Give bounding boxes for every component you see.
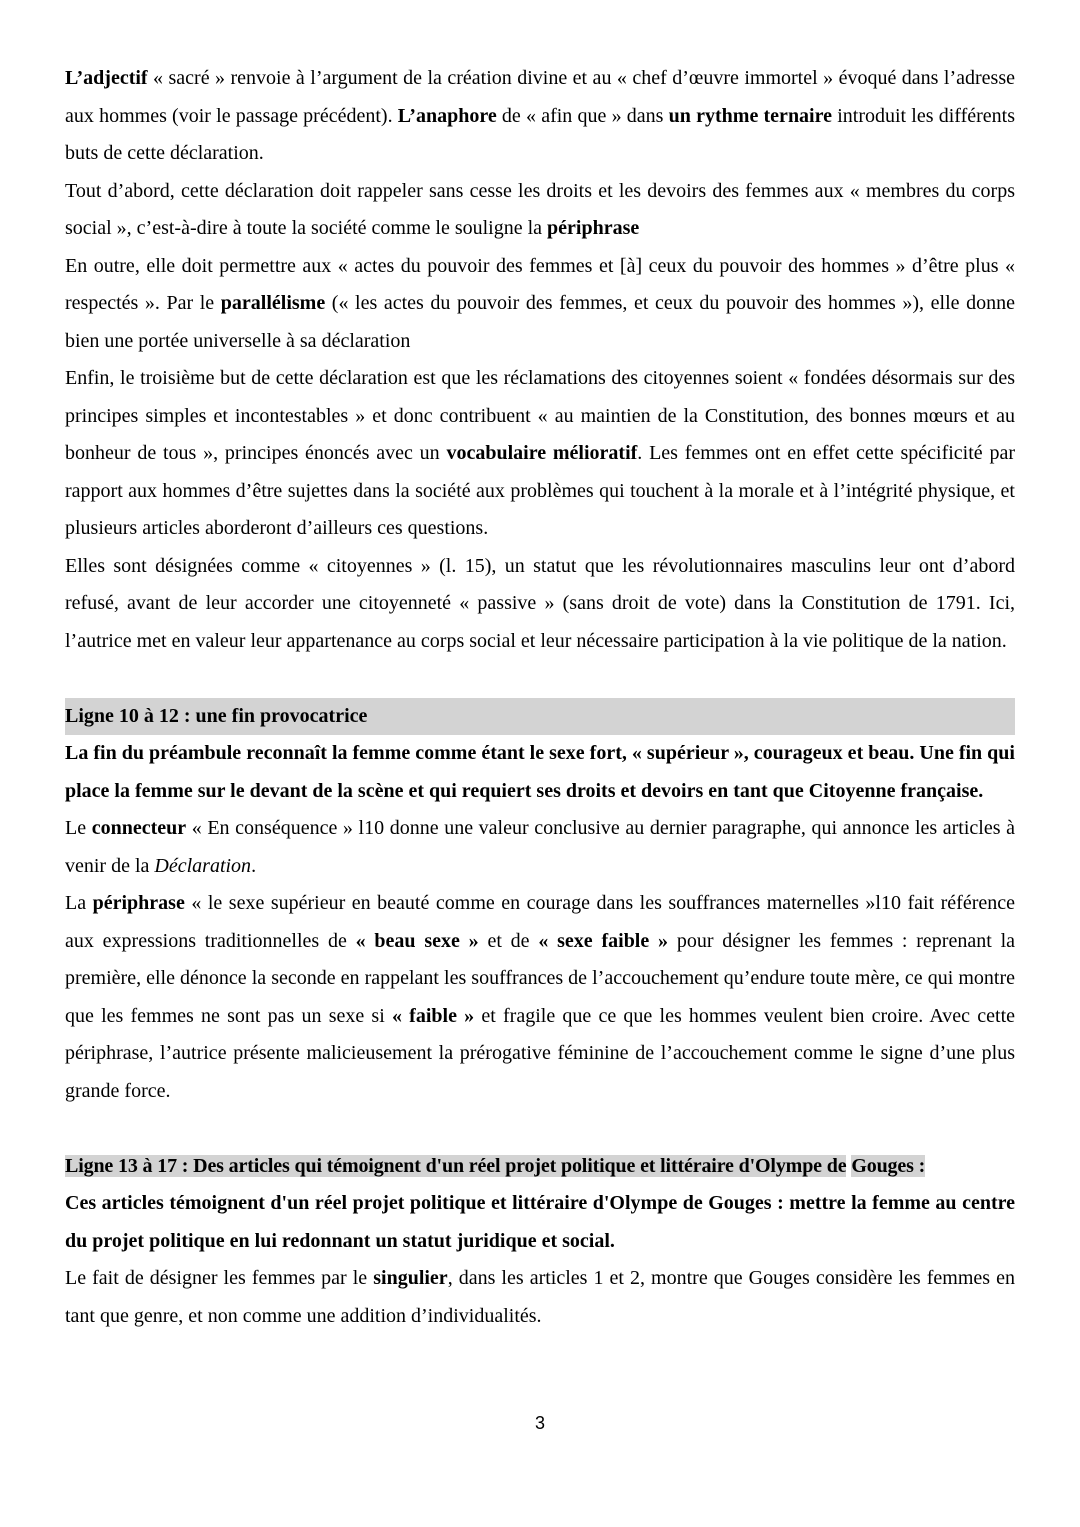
paragraph: Tout d’abord, cette déclaration doit rappeler sans cesse les droits et les devoirs des femmes aux « membres du corps social », c’est-à-dire à toute la société comme le souligne la périphrase	[65, 179, 1015, 239]
italic-title: Déclaration	[154, 854, 252, 877]
emphasis-text: L’adjectif	[65, 67, 148, 89]
paragraph: La périphrase « le sexe supérieur en beauté comme en courage dans les souffrances maternelles »l10 fait référence aux expressions traditionnelles de « beau sexe » et de « sexe faible » pour désigner les femmes : reprenant la première, elle dénonce la seconde en rappelant les souffrances de l’accouchement qu’endure toute mère, ce qui montre que les femmes ne sont pas un sexe si « faible » et fragile que ce que les hommes veulent bien croire. Avec cette périphrase, l’autrice présente malicieusement la prérogative féminine de l’accouchement comme le signe d’une plus grande force.	[65, 892, 1015, 1102]
section-heading-main: Ligne 13 à 17 : Des articles qui témoignent d'un réel projet politique et littéraire d'Olympe de	[65, 1154, 847, 1177]
paragraph: Elles sont désignées comme « citoyennes » (l. 15), un statut que les révolutionnaires masculins leur ont d’abord refusé, avant de leur accorder une citoyenneté « passive » (sans droit de vote) dans la Constitution de 1791. Ici, l’autrice met en valeur leur appartenance au corps social et leur nécessaire participation à la vie politique de la nation.	[65, 554, 1015, 652]
emphasis-text: « faible »	[391, 1004, 475, 1027]
emphasis-text: « beau sexe »	[355, 929, 479, 952]
paragraph: Le connecteur « En conséquence » l10 donne une valeur conclusive au dernier paragraphe, qui annonce les articles à venir de la Déclaration.	[65, 817, 1015, 877]
section-lead: La fin du préambule reconnaît la femme comme étant le sexe fort, « supérieur », courageux et beau. Une fin qui place la femme sur le devant de la scène et qui requiert ses droits et devoirs en tant que Citoyenne française.	[65, 742, 1015, 802]
section-heading: Ligne 10 à 12 : une fin provocatrice	[65, 698, 1015, 736]
document-body	[65, 60, 1015, 1335]
emphasis-text: un rythme ternaire	[668, 104, 833, 127]
emphasis-text: parallélisme	[220, 292, 326, 314]
paragraph: L’adjectif « sacré » renvoie à l’argument de la création divine et au « chef d’œuvre immortel » évoqué dans l’adresse aux hommes (voir le passage précédent). L’anaphore de « afin que » dans un rythme ternaire introduit les différents buts de cette déclaration.	[65, 67, 1016, 164]
section-heading	[65, 1148, 1015, 1186]
paragraph: En outre, elle doit permettre aux « actes du pouvoir des femmes et [à] ceux du pouvoir des hommes » d’être plus « respectés ». Par le parallélisme (« les actes du pouvoir des femmes, et ceux du pouvoir des hommes »), elle donne bien une portée universelle à sa déclaration	[65, 254, 1015, 352]
emphasis-text: vocabulaire mélioratif	[446, 442, 638, 464]
emphasis-text: L’anaphore	[397, 104, 497, 127]
emphasis-text: « sexe faible »	[538, 929, 669, 952]
emphasis-text: périphrase	[547, 217, 640, 239]
emphasis-text: connecteur	[91, 817, 187, 839]
page-number: 3	[534, 1413, 545, 1433]
section-heading-end: Gouges :	[851, 1154, 926, 1177]
emphasis-text: périphrase	[92, 892, 185, 914]
section-lead: Ces articles témoignent d'un réel projet politique et littéraire d'Olympe de Gouges : mettre la femme au centre du projet politique en lui redonnant un statut juridique et social.	[65, 1192, 1015, 1252]
paragraph: Le fait de désigner les femmes par le singulier, dans les articles 1 et 2, montre que Gouges considère les femmes en tant que genre, et non comme une addition d’individualités.	[65, 1267, 1015, 1327]
emphasis-text: singulier	[373, 1267, 448, 1289]
paragraph: Enfin, le troisième but de cette déclaration est que les réclamations des citoyennes soient « fondées désormais sur des principes simples et incontestables » et donc contribuent « au maintien de la Constitution, des bonnes mœurs et au bonheur de tous », principes énoncés avec un vocabulaire mélioratif. Les femmes ont en effet cette spécificité par rapport aux hommes d’être sujettes dans la société aux problèmes qui touchent à la morale et à l’intégrité physique, et plusieurs articles aborderont d’ailleurs ces questions.	[65, 367, 1015, 539]
